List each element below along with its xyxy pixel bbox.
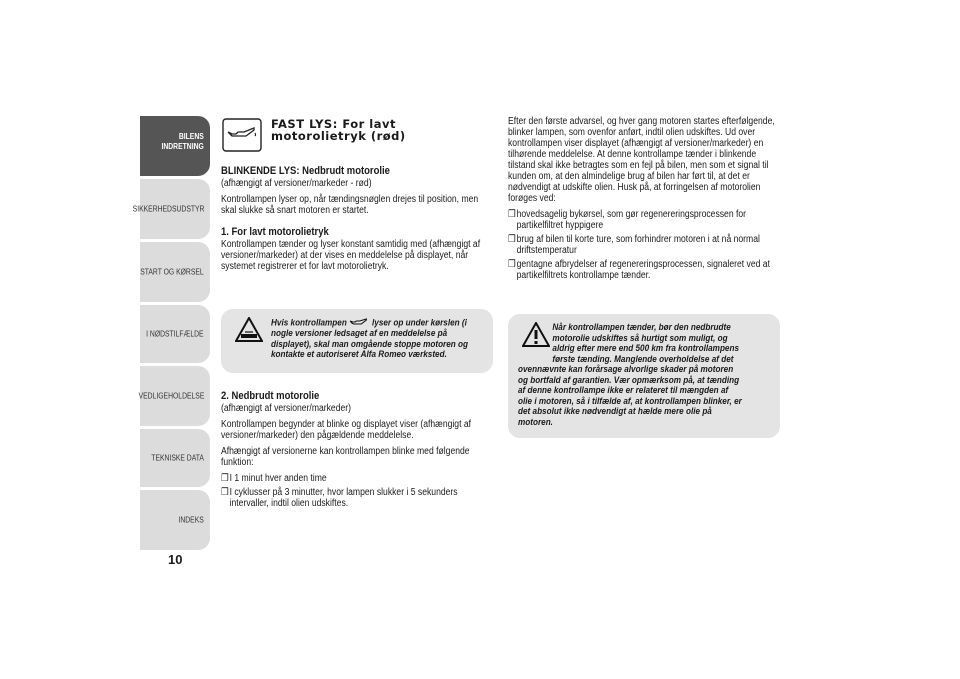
tab-vedligeholdelse[interactable]: VEDLIGEHOLDELSE <box>140 366 210 426</box>
warning-1-text-b: lyser op under kørslen (i nogle versioner ledsaget af en meddelelse på displayet), skal man omgående stoppe motoren og kontakte et autoriseret Alfa Romeo værksted. <box>271 317 469 361</box>
bullet-box-icon: ❒ <box>508 259 516 270</box>
right-intro-text: Efter den første advarsel, og hver gang motoren startes efterfølgende, blinker lampen, som ovenfor anført, indtil olien udskiftes. Ud over kontrollampen viser displayet (afhængigt af versioner/markeder) en tilhørende meddelelse. At denne kontrollampe tænder i blinkende tilstand skal ikke betragtes som en fejl på bilen, men som et signal til kunden om, at den almindelige brug af bilen har ført til, at det er nødvendigt at udskifte olien. Husk på, at forringelsen af motorolien forøges ved: <box>508 116 775 204</box>
section-1-text: Kontrollampen tænder og lyser konstant samtidig med (afhængigt af versioner/markeder) at der vises en meddelelse på displayet, når systemet registrerer et for lavt motorolietryk. <box>221 239 481 272</box>
section-2-text-2: Afhængigt af versionerne kan kontrollampen blinke med følgende funktion: <box>221 446 470 468</box>
right-column <box>508 116 780 284</box>
blink-text: Kontrollampen lyser op, når tændingsnøglen drejes til position, men skal slukke så snart motoren er startet. <box>221 194 479 216</box>
tab-i-nodstilfaelde[interactable]: I NØDSTILFÆLDE <box>140 305 210 363</box>
oil-can-inline-icon <box>349 318 370 328</box>
section-1-heading: 1. For lavt motorolietryk <box>221 226 329 238</box>
left-column <box>221 118 496 277</box>
title-line-1: FAST LYS: For lavt <box>271 117 396 131</box>
title-line-2: motorolietryk (rød) <box>271 129 406 143</box>
bullet-box-icon: ❒ <box>508 234 516 245</box>
tab-tekniske-data[interactable]: TEKNISKE DATA <box>140 429 210 487</box>
warning-triangle-icon <box>235 317 263 342</box>
blink-subtitle: (afhængigt af versioner/markeder - rød) <box>221 178 372 189</box>
section-2-text-1: Kontrollampen begynder at blinke og displayet viser (afhængigt af versioner/markeder) den pågældende meddelelse. <box>221 419 472 441</box>
list-item: ❒ I 1 minut hver anden time <box>221 473 327 484</box>
warning-box-low-pressure <box>221 309 493 373</box>
warning-1-text-a: Hvis kontrollampen <box>271 317 347 329</box>
tab-label-line2: INDRETNING <box>161 142 204 151</box>
tab-sikkerhedsudstyr[interactable]: SIKKERHEDSUDSTYR <box>140 179 210 239</box>
left-column-lower <box>221 391 496 512</box>
list-item: ❒ gentagne afbrydelser af regenereringsprocessen, signaleret ved at partikelfiltrets kontrollampe tænder. <box>508 259 770 281</box>
bullet-box-icon: ❒ <box>221 487 229 498</box>
page-number: 10 <box>168 552 183 567</box>
warning-box-oil-degraded <box>508 314 780 438</box>
list-item: ❒ I cyklusser på 3 minutter, hvor lampen slukker i 5 sekunders intervaller, indtil olien udskiftes. <box>221 487 458 509</box>
tab-bilens-indretning[interactable] <box>140 116 210 176</box>
list-item: ❒ hovedsagelig bykørsel, som gør regenereringsprocessen for partikelfiltret hyppigere <box>508 209 747 231</box>
tab-label-line1: BILENS <box>179 132 204 141</box>
section-2-subtitle: (afhængigt af versioner/markeder) <box>221 403 352 414</box>
list-item: ❒ brug af bilen til korte ture, som forhindrer motoren i at nå normal driftstemperatur <box>508 234 760 256</box>
section-2-heading: 2. Nedbrudt motorolie <box>221 390 320 402</box>
bullet-box-icon: ❒ <box>221 473 229 484</box>
tab-indeks[interactable]: INDEKS <box>140 490 210 550</box>
bullet-box-icon: ❒ <box>508 209 516 220</box>
tab-start-og-korsel[interactable]: START OG KØRSEL <box>140 242 210 302</box>
section-title <box>271 118 496 142</box>
chapter-tabs <box>132 116 210 553</box>
warning-2-text: Når kontrollampen tænder, bør den nedbrudte motorolie udskiftes så hurtigt som muligt, og aldrig efter mere end 500 km fra kontrollampens første tænding. Manglende overholdelse af det ovennævnte kan forårsage alvorlige skader på motoren og bortfald af garantien. Vær opmærksom på, at tænding af denne kontrollampe ikke er relateret til mængden af olie i motoren, så i tilfælde af, at kontrollampen blinker, er det absolut ikke nødvendigt at hælde mere olie på motoren. <box>518 322 742 428</box>
blink-heading: BLINKENDE LYS: Nedbrudt motorolie <box>221 165 390 177</box>
